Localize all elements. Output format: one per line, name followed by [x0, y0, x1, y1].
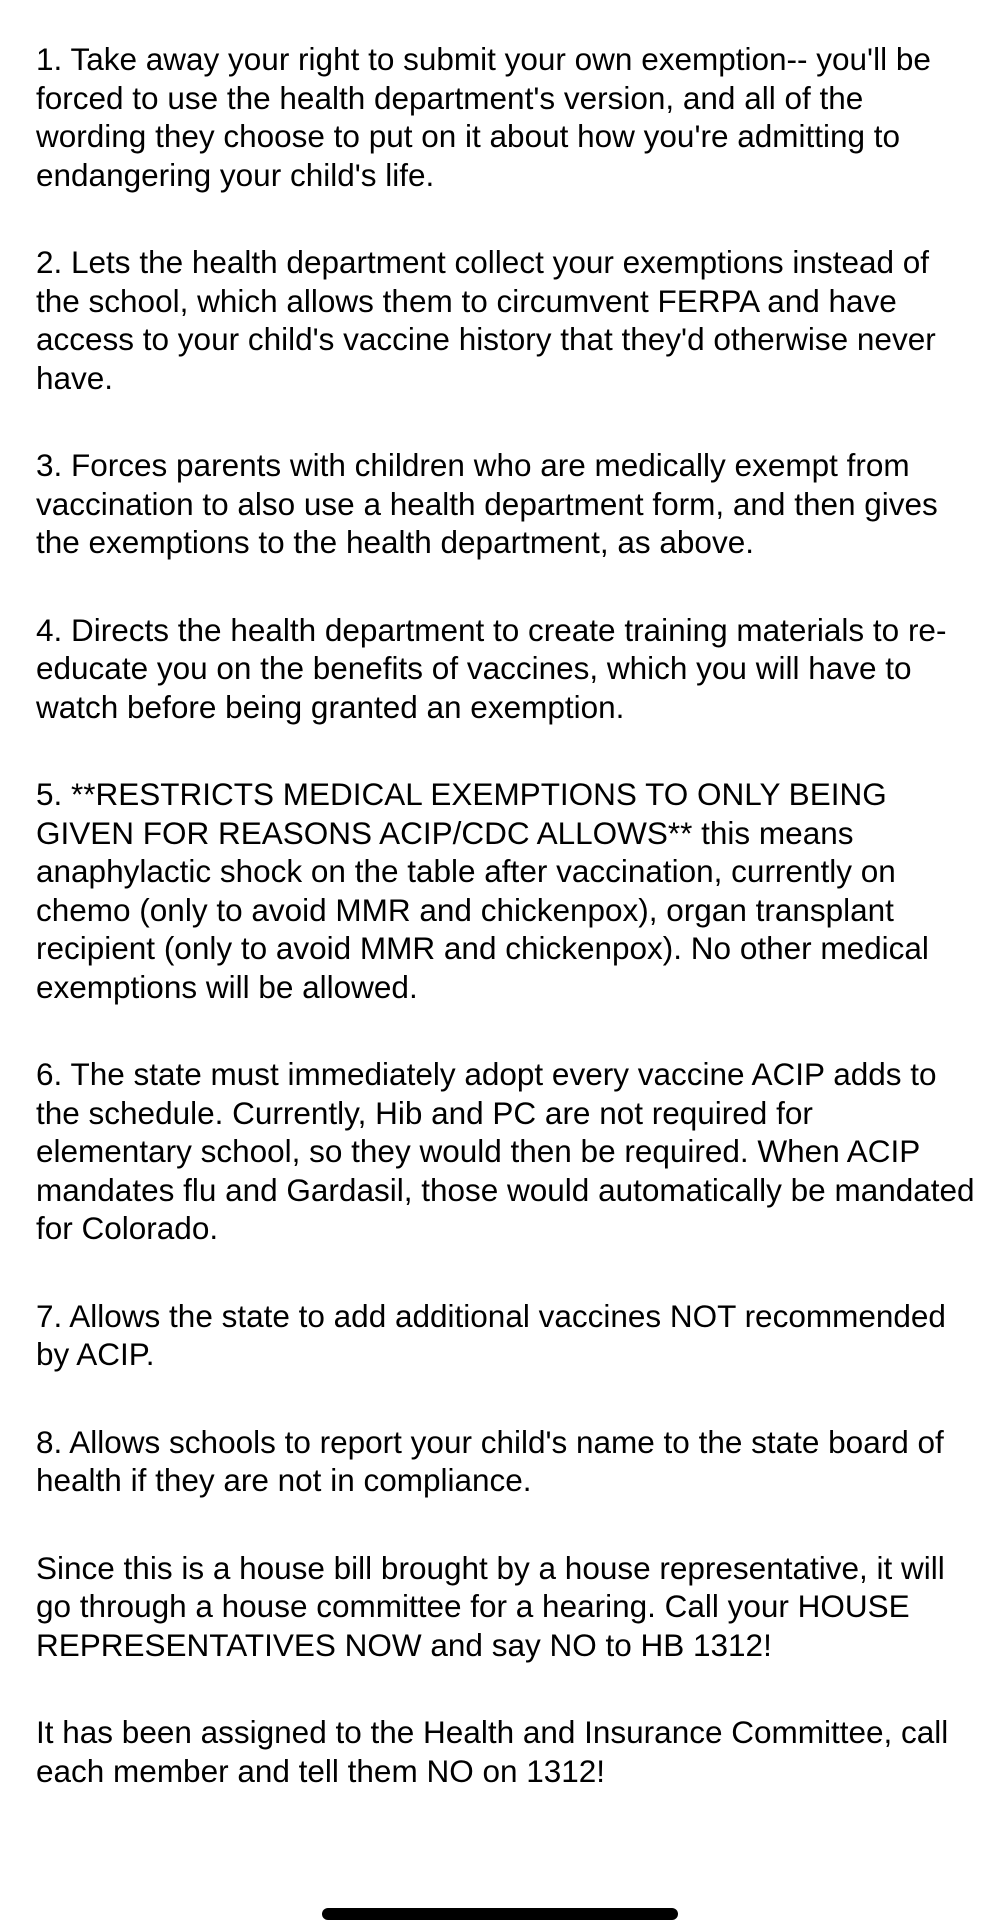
note-paragraph-1: 1. Take away your right to submit your own exemption-- you'll be forced to use the health department's version, and all of the wording they choose to put on it about how you're admitting to endangering your child's life. [36, 41, 931, 193]
home-indicator-bar[interactable] [322, 1908, 678, 1920]
note-paragraph-committee: It has been assigned to the Health and Insurance Committee, call each member and tell them NO on 1312! [36, 1714, 949, 1789]
note-paragraph-7: 7. Allows the state to add additional vaccines NOT recommended by ACIP. [36, 1297, 946, 1372]
note-paragraph-call-to-action: Since this is a house bill brought by a house representative, it will go through a house committee for a hearing. Call your HOUSE REPRESENTATIVES NOW and say NO to HB 1312! [36, 1549, 945, 1663]
note-text-body [36, 40, 976, 1790]
note-paragraph-6: 6. The state must immediately adopt every vaccine ACIP adds to the schedule. Currently, Hib and PC are not required for elementary school, so they would then be required. When ACIP mandates flu and Gardasil, those would automatically be mandated for Colorado. [36, 1056, 975, 1246]
note-paragraph-8: 8. Allows schools to report your child's name to the state board of health if they are not in compliance. [36, 1423, 944, 1498]
note-paragraph-2: 2. Lets the health department collect your exemptions instead of the school, which allows them to circumvent FERPA and have access to your child's vaccine history that they'd otherwise never have. [36, 244, 936, 396]
note-paragraph-3: 3. Forces parents with children who are medically exempt from vaccination to also use a health department form, and then gives the exemptions to the health department, as above. [36, 447, 938, 560]
note-paragraph-4: 4. Directs the health department to create training materials to re-educate you on the benefits of vaccines, which you will have to watch before being granted an exemption. [36, 611, 947, 725]
note-paragraph-5: 5. **RESTRICTS MEDICAL EXEMPTIONS TO ONLY BEING GIVEN FOR REASONS ACIP/CDC ALLOWS** this means anaphylactic shock on the table after vaccination, currently on chemo (only to avoid MMR and chickenpox), organ transplant recipient (only to avoid MMR and chickenpox). No other medical exemptions will be allowed. [36, 776, 929, 1005]
